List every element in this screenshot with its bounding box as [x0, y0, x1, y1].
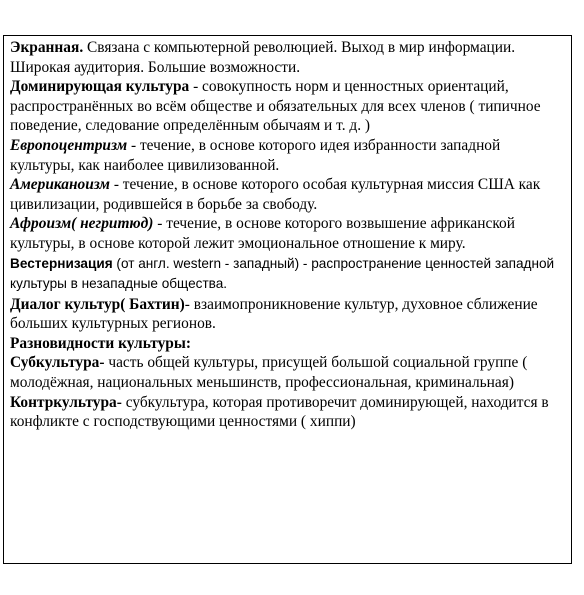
entry-definition: - взаимопроникновение культур, духовное сближение больших культурных регионов.: [10, 295, 538, 333]
entry-vesternizaciya: [10, 254, 565, 295]
entry-definition: часть общей культуры, присущей большой социальной группе ( молодёжная, национальных меньшинств, профессиональная, криминальная): [10, 354, 528, 391]
entry-definition: субкультура, которая противоречит доминирующей, находится в конфликте с господствующими ценностями ( хиппи): [10, 393, 549, 431]
entry-definition: (от англ. western - западный) - распространение ценностей западной культуры в незападные общества.: [10, 255, 555, 292]
entry-dialog-kultur: [10, 295, 565, 334]
entry-definition: - совокупность норм и ценностных ориентаций, распространённых во всём обществе и обязательных для всех членов ( типичное поведение, следование определённым обычаям и т. д. ): [10, 78, 541, 135]
entry-definition: - течение, в основе которого идея избранности западной культуры, как наиболее цивилизованной.: [10, 136, 501, 174]
entry-afroizm: [10, 214, 565, 253]
entry-term: Разновидности культуры:: [10, 334, 191, 352]
entry-term: Контркультура-: [10, 393, 122, 411]
entry-definition: Связана с компьютерной революцией. Выход в мир информации. Широкая аудитория. Большие возможности.: [10, 39, 516, 76]
document-frame: [3, 35, 572, 564]
entry-kontrkultura: [10, 393, 565, 432]
entry-ekrannaya: [10, 38, 565, 77]
entry-term: Экранная.: [10, 39, 84, 56]
entry-subkultura: [10, 353, 565, 392]
section-heading-raznovidnosti: [10, 334, 565, 354]
entry-definition: - течение, в основе которого возвышение африканской культуры, в основе которой лежит эмоциональное отношение к миру.: [10, 215, 515, 252]
entry-term: Афроизм( негритюд): [10, 215, 154, 233]
entry-term: Американоизм: [10, 176, 110, 194]
entry-term: Диалог культур( Бахтин): [10, 295, 185, 313]
entry-evropocentrizm: [10, 136, 565, 175]
entry-definition: - течение, в основе которого особая культурная миссия США как цивилизации, родившейся в борьбе за свободу.: [10, 176, 541, 213]
entry-term: Доминирующая культура: [10, 78, 190, 96]
entry-dominiruyushchaya-kultura: [10, 77, 565, 136]
entry-term: Европоцентризм: [10, 136, 128, 154]
entry-term: Вестернизация: [10, 255, 113, 271]
entry-term: Субкультура-: [10, 354, 105, 372]
entry-amerikanoizm: [10, 175, 565, 214]
